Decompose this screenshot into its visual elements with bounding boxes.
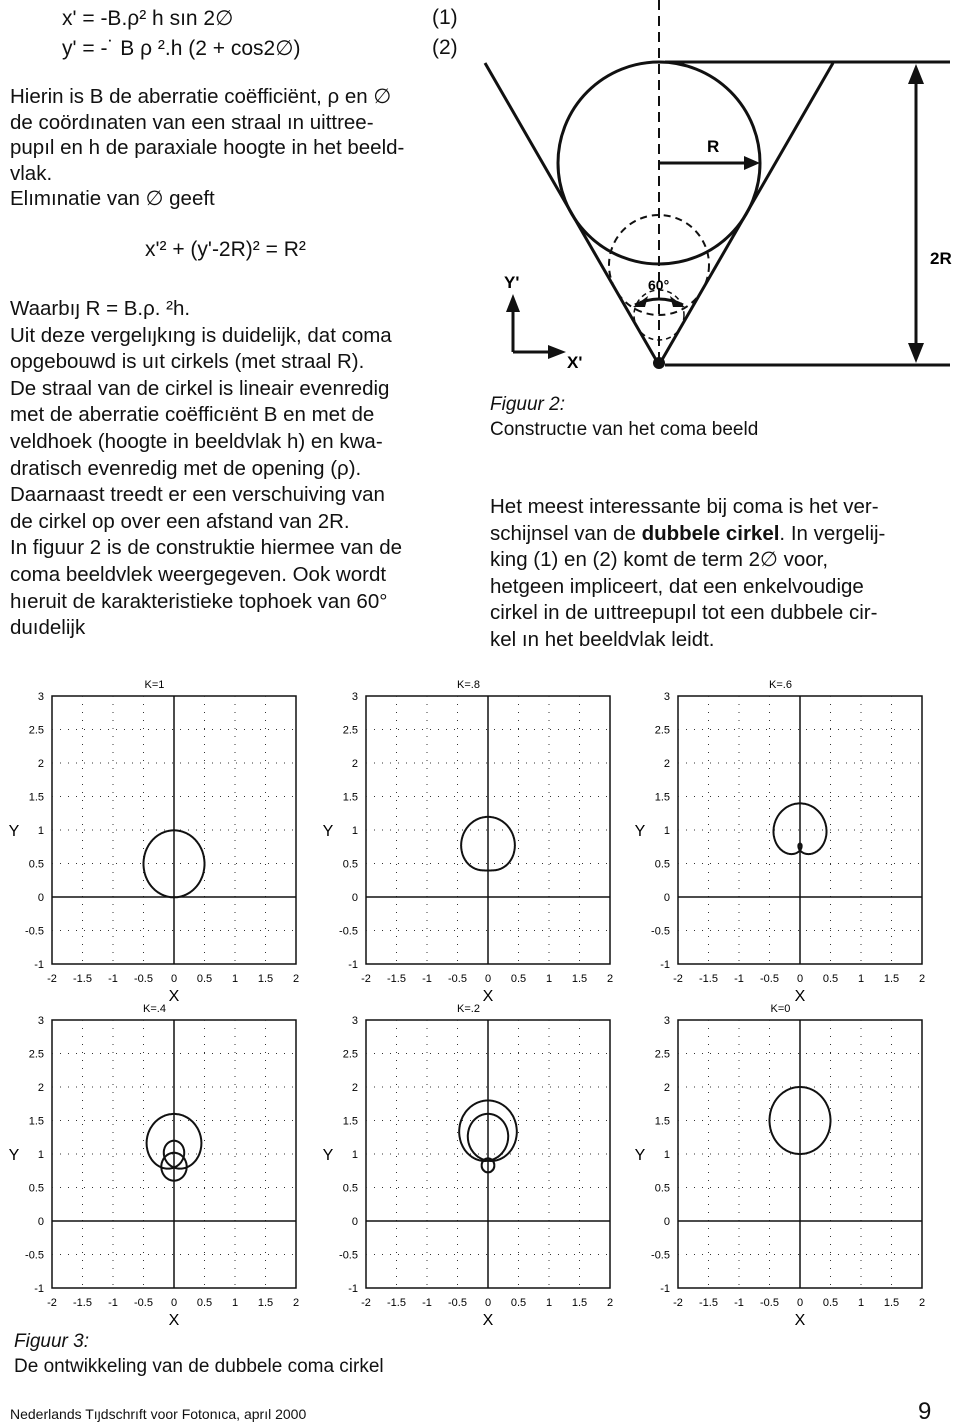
x-tick-label: -0.5 — [448, 973, 467, 985]
bold-term: dubbele cirkel — [641, 521, 780, 545]
x-tick-label: -1.5 — [699, 973, 718, 985]
local-y-arrowhead — [506, 294, 520, 312]
y-tick-label: 1.5 — [342, 791, 358, 804]
text-line: dratisch evenredig met de opening (ρ). — [10, 456, 362, 480]
equation-2-number: (2) — [432, 36, 458, 59]
x-tick-label: -1 — [734, 973, 744, 985]
y-tick-label: 0 — [351, 1216, 358, 1228]
y-tick-label: -1 — [348, 959, 358, 971]
x-tick-label: 1 — [545, 973, 553, 985]
coma-plot-panel — [630, 672, 930, 1004]
y-tick-label: -1 — [34, 1283, 44, 1295]
x-tick-label: -1.5 — [387, 973, 406, 985]
y-tick-label: 0.5 — [654, 858, 670, 871]
y-axis-label: Y — [634, 823, 646, 840]
text-line: Elımınatie van ∅ geeft — [10, 187, 215, 210]
y-tick-label: -0.5 — [25, 925, 44, 938]
y-tick-label: 2.5 — [342, 724, 358, 737]
equation-1: x' = -B.ρ² h sın 2∅ — [62, 7, 234, 30]
text-line: opgebouwd is uıt cirkels (met straal R). — [10, 350, 365, 374]
text-segment: schijnsel van de — [490, 521, 642, 545]
body-paragraph — [10, 296, 480, 642]
y-tick-label: 2.5 — [342, 1048, 358, 1061]
text-line: hıeruit de karakteristieke tophoek van 60° — [10, 589, 388, 613]
text-line: Het meest interessante bij coma is het ver- — [490, 495, 879, 518]
y-tick-label: -0.5 — [651, 1249, 670, 1262]
y-tick-label: 0 — [663, 1216, 670, 1228]
y-tick-label: 2.5 — [654, 724, 670, 737]
x-tick-label: -2 — [47, 973, 57, 985]
y-tick-label: -0.5 — [339, 1249, 358, 1262]
text-line: hetgeen impliceert, dat een enkelvoudige — [490, 574, 864, 598]
x-tick-label: 1.5 — [883, 973, 900, 985]
local-x-arrowhead — [548, 345, 566, 359]
text-line: duıdelijk — [10, 616, 86, 640]
x-tick-label: 1 — [231, 973, 239, 985]
x-tick-label: -1.5 — [699, 1297, 718, 1309]
text-line: de cirkel op over een afstand van 2R. — [10, 509, 350, 533]
x-tick-label: -2 — [673, 1297, 683, 1309]
label-R: R — [707, 137, 720, 156]
y-tick-label: 0 — [37, 892, 44, 904]
y-tick-label: -1 — [348, 1283, 358, 1295]
x-tick-label: 2 — [292, 973, 300, 985]
y-tick-label: 1.5 — [28, 791, 44, 804]
x-tick-label: 2 — [606, 1297, 614, 1309]
x-tick-label: -2 — [673, 973, 683, 985]
y-tick-label: 1.5 — [654, 1115, 670, 1128]
x-tick-label: -1 — [422, 1297, 432, 1309]
panel-title: K=0 — [770, 1003, 791, 1015]
x-tick-label: 0.5 — [510, 973, 527, 985]
y-tick-label: 3 — [351, 1015, 358, 1027]
figure-3-caption-text: De ontwikkeling van de dubbele coma cirkel — [14, 1356, 384, 1377]
text-line: de coördınaten van een straal ın uittree- — [10, 110, 374, 134]
apex-point — [653, 357, 665, 369]
x-tick-label: -1 — [422, 973, 432, 985]
coma-plot-panel — [4, 672, 304, 1004]
y-tick-label: -1 — [34, 959, 44, 971]
y-tick-label: 1.5 — [28, 1115, 44, 1128]
text-line: pupıl en h de paraxiale hoogte in het beeld- — [10, 136, 405, 159]
x-tick-label: 0.5 — [196, 1297, 213, 1309]
y-tick-label: 1.5 — [654, 791, 670, 804]
y-tick-label: -1 — [660, 1283, 670, 1295]
text-line: Waarbıȷ R = B.ρ. ²h. — [10, 297, 191, 320]
y-axis-label: Y — [8, 823, 20, 840]
x-tick-label: 0.5 — [822, 973, 839, 985]
text-line — [490, 521, 955, 548]
panel-title: K=.6 — [769, 679, 792, 691]
panel-title: K=.8 — [457, 679, 480, 691]
panel-title: K=.2 — [457, 1003, 480, 1015]
y-tick-label: 2 — [351, 1082, 358, 1094]
y-tick-label: 0.5 — [28, 858, 44, 871]
x-tick-label: 2 — [606, 973, 614, 985]
x-tick-label: 1 — [231, 1297, 239, 1309]
text-line: Hierin is B de aberratie coëfficiënt, ρ en ∅ — [10, 85, 392, 108]
coma-plot-panel — [318, 672, 618, 1004]
x-axis-label: X — [482, 988, 494, 1004]
y-tick-label: 3 — [37, 1015, 44, 1027]
text-line: cirkel in de uıttreepupıl tot een dubbele cir- — [490, 601, 878, 625]
equation-1-number: (1) — [432, 6, 458, 29]
x-tick-label: 0 — [796, 1297, 804, 1309]
x-tick-label: -1.5 — [73, 973, 92, 985]
x-axis-label: X — [794, 988, 806, 1004]
x-tick-label: -2 — [361, 973, 371, 985]
x-tick-label: 0 — [484, 1297, 492, 1309]
text-line: kel ın het beeldvlak leidt. — [490, 627, 715, 651]
y-tick-label: 1 — [37, 825, 44, 837]
label-y-prime: Y' — [504, 273, 520, 292]
label-x-prime: X' — [567, 353, 583, 372]
radius-arrowhead — [744, 156, 760, 170]
x-tick-label: 1.5 — [571, 973, 588, 985]
y-tick-label: 0.5 — [28, 1182, 44, 1195]
y-tick-label: 2.5 — [654, 1048, 670, 1061]
x-tick-label: 0 — [484, 973, 492, 985]
y-tick-label: 1 — [351, 1149, 358, 1161]
x-axis-label: X — [482, 1312, 494, 1328]
y-tick-label: -0.5 — [339, 925, 358, 938]
panel-title: K=.4 — [143, 1003, 166, 1015]
text-line: coma beeldvlek weergegeven. Ook wordt — [10, 562, 387, 586]
y-tick-label: -0.5 — [25, 1249, 44, 1262]
coma-plot-panel — [4, 996, 304, 1328]
text-line: Daarnaast treedt er een verschuiving van — [10, 483, 385, 507]
x-tick-label: 1 — [857, 1297, 865, 1309]
y-tick-label: 1 — [37, 1149, 44, 1161]
y-tick-label: -0.5 — [651, 925, 670, 938]
x-axis-label: X — [168, 1312, 180, 1328]
y-tick-label: 2 — [37, 1082, 44, 1094]
text-segment: . In vergelij- — [779, 521, 886, 545]
x-tick-label: -2 — [47, 1297, 57, 1309]
x-tick-label: 1 — [545, 1297, 553, 1309]
x-tick-label: -1 — [108, 1297, 118, 1309]
x-tick-label: 1.5 — [571, 1297, 588, 1309]
x-axis-label: X — [794, 1312, 806, 1328]
x-tick-label: 1.5 — [883, 1297, 900, 1309]
x-tick-label: 0 — [170, 1297, 178, 1309]
x-tick-label: 2 — [292, 1297, 300, 1309]
text-line: De straal van de cirkel is lineair evenredig — [10, 376, 390, 400]
right-paragraph — [490, 494, 955, 654]
y-tick-label: 3 — [663, 1015, 670, 1027]
y-tick-label: 0.5 — [654, 1182, 670, 1195]
y-tick-label: 2.5 — [28, 1048, 44, 1061]
figure-3-caption-title: Figuur 3: — [14, 1331, 89, 1352]
y-tick-label: 0 — [351, 892, 358, 904]
y-tick-label: 3 — [37, 691, 44, 703]
dimension-arrow-down — [908, 343, 924, 363]
x-tick-label: -0.5 — [760, 973, 779, 985]
x-tick-label: 0 — [170, 973, 178, 985]
x-tick-label: -0.5 — [448, 1297, 467, 1309]
x-tick-label: -1.5 — [387, 1297, 406, 1309]
coma-plot-panel — [630, 996, 930, 1328]
y-tick-label: 1 — [663, 825, 670, 837]
angle-arrowhead-left — [633, 296, 648, 307]
equation-2: y' = -˙ B ρ ².h (2 + cos2∅) — [62, 37, 301, 60]
y-axis-label: Y — [634, 1147, 646, 1164]
y-axis-label: Y — [322, 1147, 334, 1164]
y-tick-label: 2 — [663, 758, 670, 770]
text-line: Uit deze vergelıȷkıng is duidelijk, dat coma — [10, 323, 392, 347]
x-tick-label: 0.5 — [510, 1297, 527, 1309]
coma-plot-panel — [318, 996, 618, 1328]
label-2R: 2R — [930, 249, 952, 268]
figure-2-caption-title: Figuur 2: — [490, 394, 565, 415]
x-tick-label: 1.5 — [257, 1297, 274, 1309]
footer-journal: Nederlands Tıȷdschrıft voor Fotonıca, aprıl 2000 — [10, 1406, 307, 1422]
y-tick-label: 3 — [351, 691, 358, 703]
figure-2-caption-text: Constructıe van het coma beeld — [490, 419, 759, 440]
text-line: In figuur 2 is de construktie hiermee van de — [10, 536, 402, 560]
y-tick-label: 2 — [351, 758, 358, 770]
x-tick-label: -1.5 — [73, 1297, 92, 1309]
x-tick-label: 0.5 — [822, 1297, 839, 1309]
y-tick-label: 0 — [37, 1216, 44, 1228]
figure-2-diagram — [470, 0, 960, 390]
intro-paragraph — [10, 84, 480, 212]
y-tick-label: -1 — [660, 959, 670, 971]
x-tick-label: -1 — [108, 973, 118, 985]
y-tick-label: 2.5 — [28, 724, 44, 737]
x-tick-label: -0.5 — [134, 1297, 153, 1309]
x-tick-label: 0 — [796, 973, 804, 985]
x-tick-label: -1 — [734, 1297, 744, 1309]
y-axis-label: Y — [8, 1147, 20, 1164]
equation-3: x'² + (y'-2R)² = R² — [145, 238, 306, 261]
x-tick-label: 1.5 — [257, 973, 274, 985]
x-tick-label: -0.5 — [760, 1297, 779, 1309]
x-tick-label: 0.5 — [196, 973, 213, 985]
y-tick-label: 0.5 — [342, 1182, 358, 1195]
x-tick-label: 2 — [918, 973, 926, 985]
label-60-degrees: 60° — [648, 277, 670, 293]
y-tick-label: 1 — [663, 1149, 670, 1161]
y-tick-label: 2 — [663, 1082, 670, 1094]
text-line: vlak. — [10, 161, 53, 185]
y-tick-label: 0 — [663, 892, 670, 904]
y-tick-label: 3 — [663, 691, 670, 703]
x-tick-label: 2 — [918, 1297, 926, 1309]
text-line: veldhoek (hoogte in beeldvlak h) en kwa- — [10, 429, 383, 453]
x-tick-label: 1 — [857, 973, 865, 985]
panel-title: K=1 — [144, 679, 165, 691]
x-tick-label: -0.5 — [134, 973, 153, 985]
y-axis-label: Y — [322, 823, 334, 840]
x-tick-label: -2 — [361, 1297, 371, 1309]
text-line: king (1) en (2) komt de term 2∅ voor, — [490, 548, 829, 572]
dimension-arrow-up — [908, 64, 924, 84]
x-axis-label: X — [168, 988, 180, 1004]
text-line: met de aberratie coëfficıënt B en met de — [10, 403, 375, 427]
y-tick-label: 2 — [37, 758, 44, 770]
y-tick-label: 0.5 — [342, 858, 358, 871]
y-tick-label: 1.5 — [342, 1115, 358, 1128]
y-tick-label: 1 — [351, 825, 358, 837]
page-number: 9 — [918, 1398, 932, 1425]
